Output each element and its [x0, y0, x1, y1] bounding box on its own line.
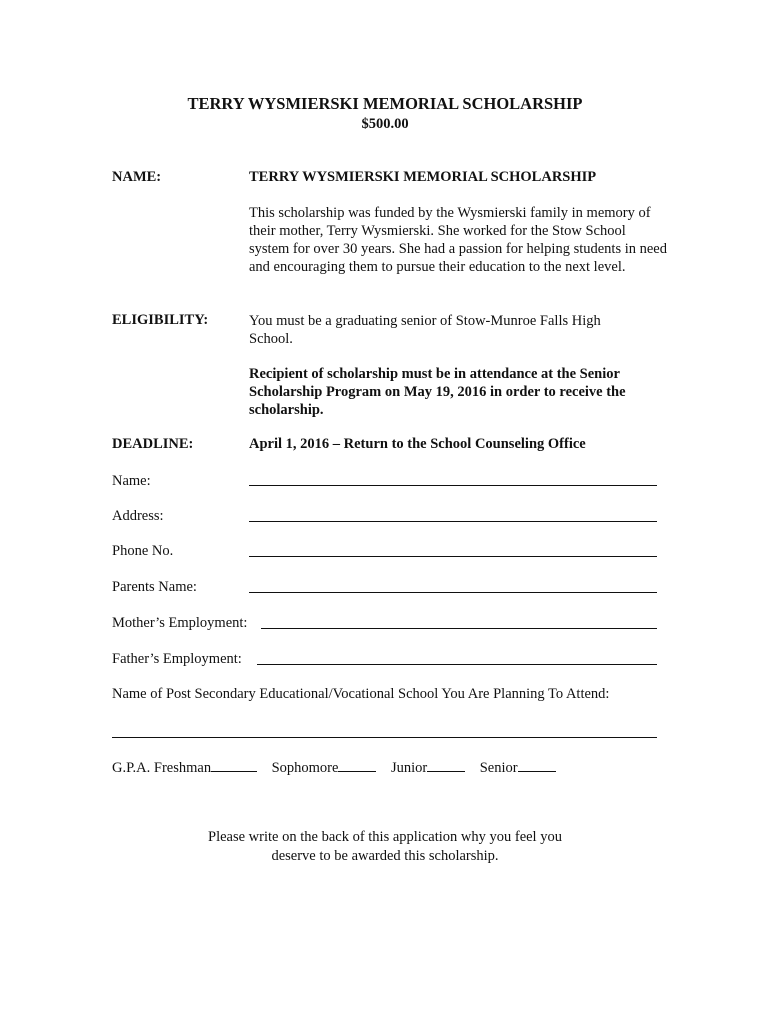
parents-field-line[interactable]	[249, 592, 657, 593]
name-section-label: NAME:	[112, 169, 162, 185]
gpa-freshman-blank[interactable]	[211, 757, 257, 772]
footer-line-2: deserve to be awarded this scholarship.	[271, 848, 499, 864]
footer-instructions	[0, 828, 770, 866]
father-employment-line[interactable]	[257, 664, 657, 665]
gpa-senior-blank[interactable]	[518, 757, 556, 772]
gpa-sophomore-label: Sophomore	[271, 760, 339, 776]
father-employment-label: Father’s Employment:	[112, 651, 242, 667]
gpa-senior-label: Senior	[479, 760, 518, 776]
address-field-line[interactable]	[249, 521, 657, 522]
mother-employment-label: Mother’s Employment:	[112, 615, 248, 631]
scholarship-amount: $500.00	[361, 116, 409, 132]
gpa-sophomore-blank[interactable]	[338, 757, 376, 772]
name-section-value: TERRY WYSMIERSKI MEMORIAL SCHOLARSHIP	[249, 169, 597, 185]
gpa-junior-blank[interactable]	[427, 757, 465, 772]
scholarship-description: This scholarship was funded by the Wysmierski family in memory of their mother, Terry Wysmierski. She worked for the Stow School system for over 30 years. She had a passion for helping students in need and encouraging them to pursue their education to the next level.	[249, 205, 667, 275]
gpa-label: G.P.A.	[112, 760, 151, 776]
mother-employment-line[interactable]	[261, 628, 657, 629]
deadline-text: April 1, 2016 – Return to the School Counseling Office	[249, 436, 586, 452]
name-field-label: Name:	[112, 473, 151, 489]
gpa-freshman-label: Freshman	[153, 760, 212, 776]
post-secondary-line[interactable]	[112, 737, 657, 738]
phone-field-line[interactable]	[249, 556, 657, 557]
phone-field-label: Phone No.	[112, 543, 174, 559]
parents-field-label: Parents Name:	[112, 579, 197, 595]
attendance-notice: Recipient of scholarship must be in attendance at the Senior Scholarship Program on May 19, 2016 in order to receive the scholarship.	[249, 366, 626, 418]
footer-line-1: Please write on the back of this application why you feel you	[208, 829, 562, 845]
post-secondary-label: Name of Post Secondary Educational/Vocational School You Are Planning To Attend:	[112, 686, 610, 702]
name-field-line[interactable]	[249, 485, 657, 486]
eligibility-text: You must be a graduating senior of Stow-Munroe Falls High School.	[249, 313, 601, 347]
gpa-row	[112, 757, 556, 777]
deadline-label: DEADLINE:	[112, 436, 194, 452]
gpa-junior-label: Junior	[390, 760, 428, 776]
address-field-label: Address:	[112, 508, 164, 524]
eligibility-label: ELIGIBILITY:	[112, 312, 209, 328]
form-title: TERRY WYSMIERSKI MEMORIAL SCHOLARSHIP	[187, 94, 583, 113]
